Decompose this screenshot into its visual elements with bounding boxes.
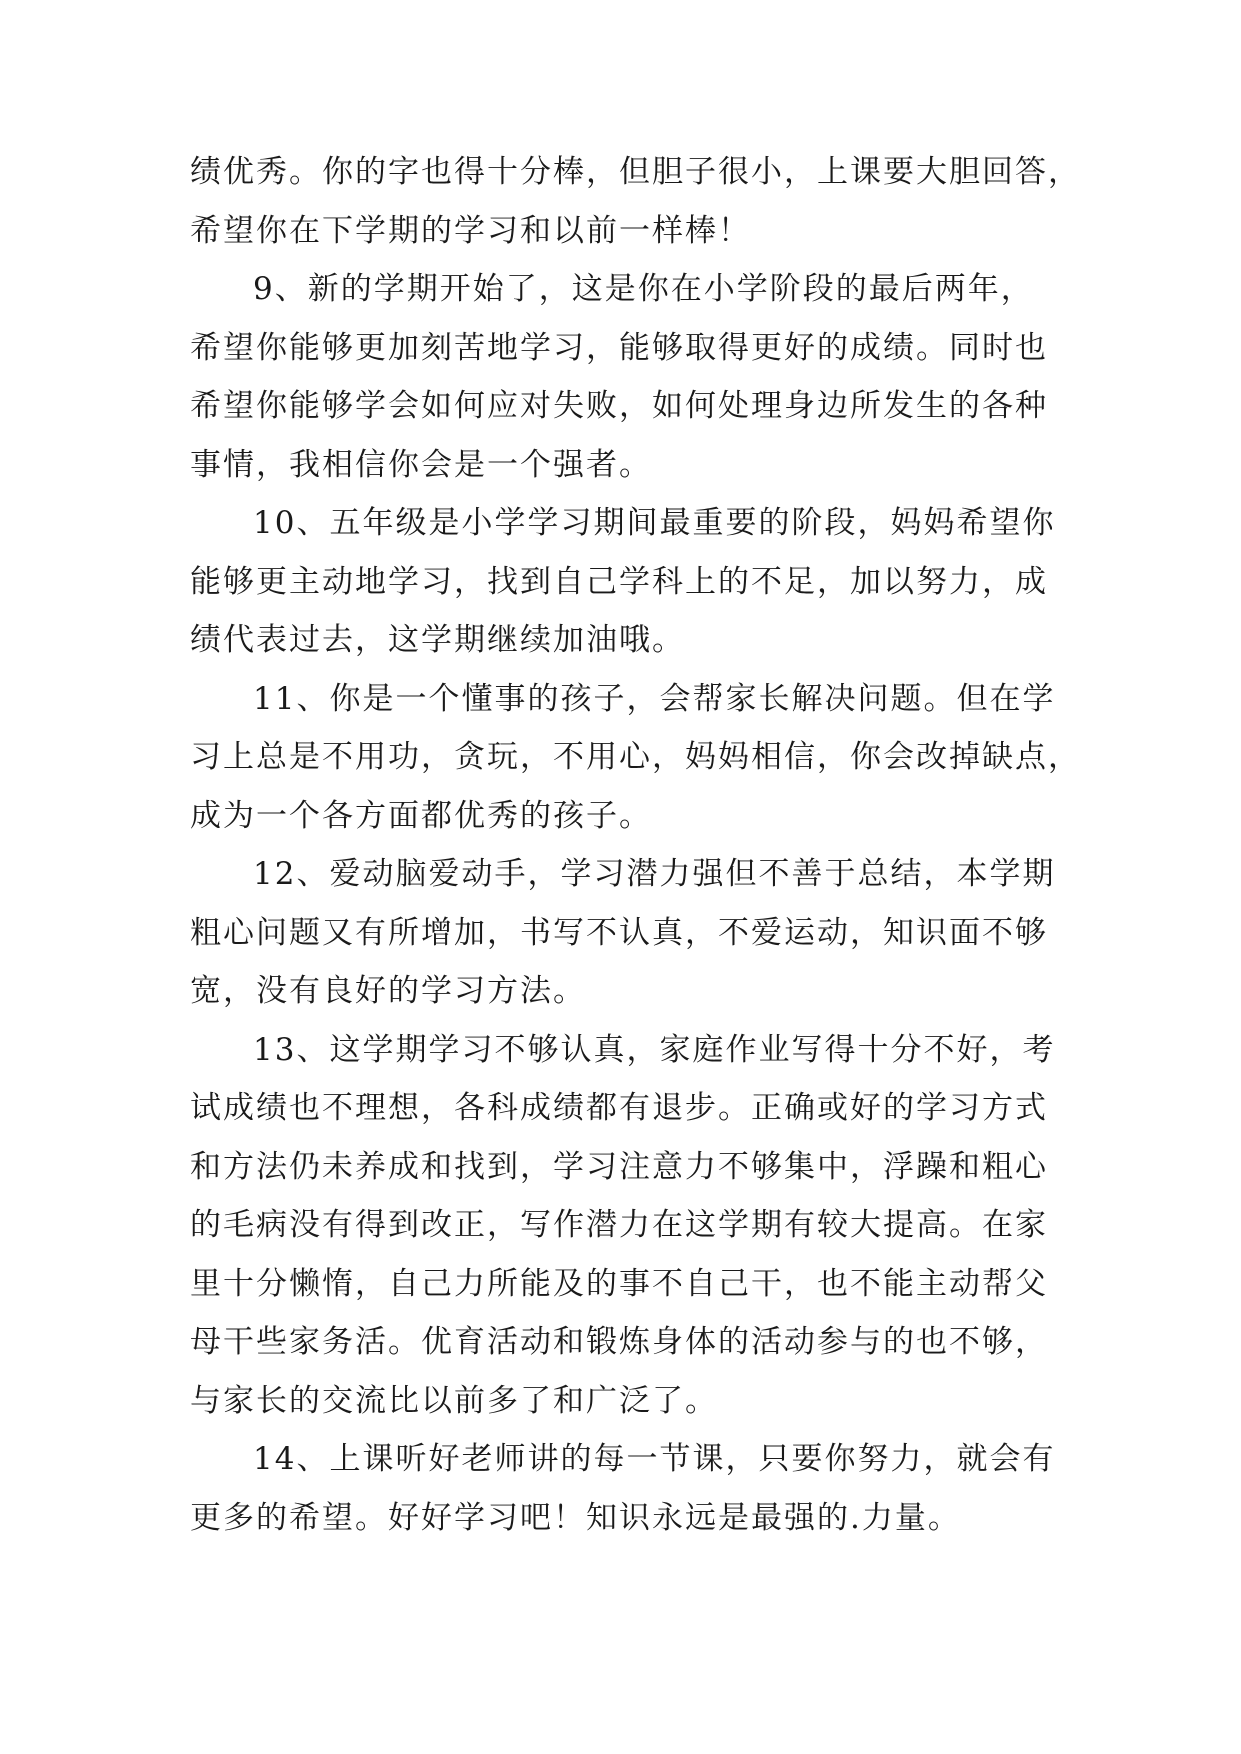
document-body [190,143,1081,1547]
text-line: 绩代表过去，这学期继续加油哦。 [190,622,685,658]
text-line: 的毛病没有得到改正，写作潜力在这学期有较大提高。在家 [190,1207,1048,1243]
text-line: 母干些家务活。优育活动和锻炼身体的活动参与的也不够， [190,1324,1048,1360]
text-line: 与家长的交流比以前多了和广泛了。 [190,1382,718,1419]
text-line: 粗心问题又有所增加，书写不认真，不爱运动，知识面不够 [190,914,1048,951]
text-line: 成为一个各方面都优秀的孩子。 [190,797,652,834]
text-line: 希望你能够学会如何应对失败，如何处理身边所发生的各种 [190,388,1048,424]
text-line: 事情，我相信你会是一个强者。 [190,446,652,483]
text-line: 绩优秀。你的字也得十分棒，但胆子很小，上课要大胆回答， [190,154,1081,190]
text-line: 里十分懒惰，自己力所能及的事不自己干，也不能主动帮父 [190,1265,1048,1302]
paragraph-start-13: 13、这学期学习不够认真，家庭作业写得十分不好，考 [253,1031,1056,1068]
text-line: 宽，没有良好的学习方法。 [190,973,586,1009]
text-line: 习上总是不用功，贪玩，不用心，妈妈相信，你会改掉缺点， [190,739,1081,775]
paragraph-start-14: 14、上课听好老师讲的每一节课，只要你努力，就会有 [253,1441,1056,1477]
paragraph-start-11: 11、你是一个懂事的孩子，会帮家长解决问题。但在学 [253,680,1056,717]
paragraph-start-9: 9、新的学期开始了，这是你在小学阶段的最后两年， [253,271,1034,307]
paragraph-start-12: 12、爱动脑爱动手，学习潜力强但不善于总结，本学期 [253,856,1056,892]
text-line: 希望你在下学期的学习和以前一样棒！ [190,212,751,249]
text-line: 更多的希望。好好学习吧！知识永远是最强的.力量。 [190,1499,961,1536]
text-line: 能够更主动地学习，找到自己学科上的不足，加以努力，成 [190,563,1048,600]
text-line: 试成绩也不理想，各科成绩都有退步。正确或好的学习方式 [190,1090,1048,1126]
text-line: 和方法仍未养成和找到，学习注意力不够集中，浮躁和粗心 [190,1148,1048,1185]
text-line: 希望你能够更加刻苦地学习，能够取得更好的成绩。同时也 [190,329,1048,366]
paragraph-start-10: 10、五年级是小学学习期间最重要的阶段，妈妈希望你 [253,505,1056,541]
